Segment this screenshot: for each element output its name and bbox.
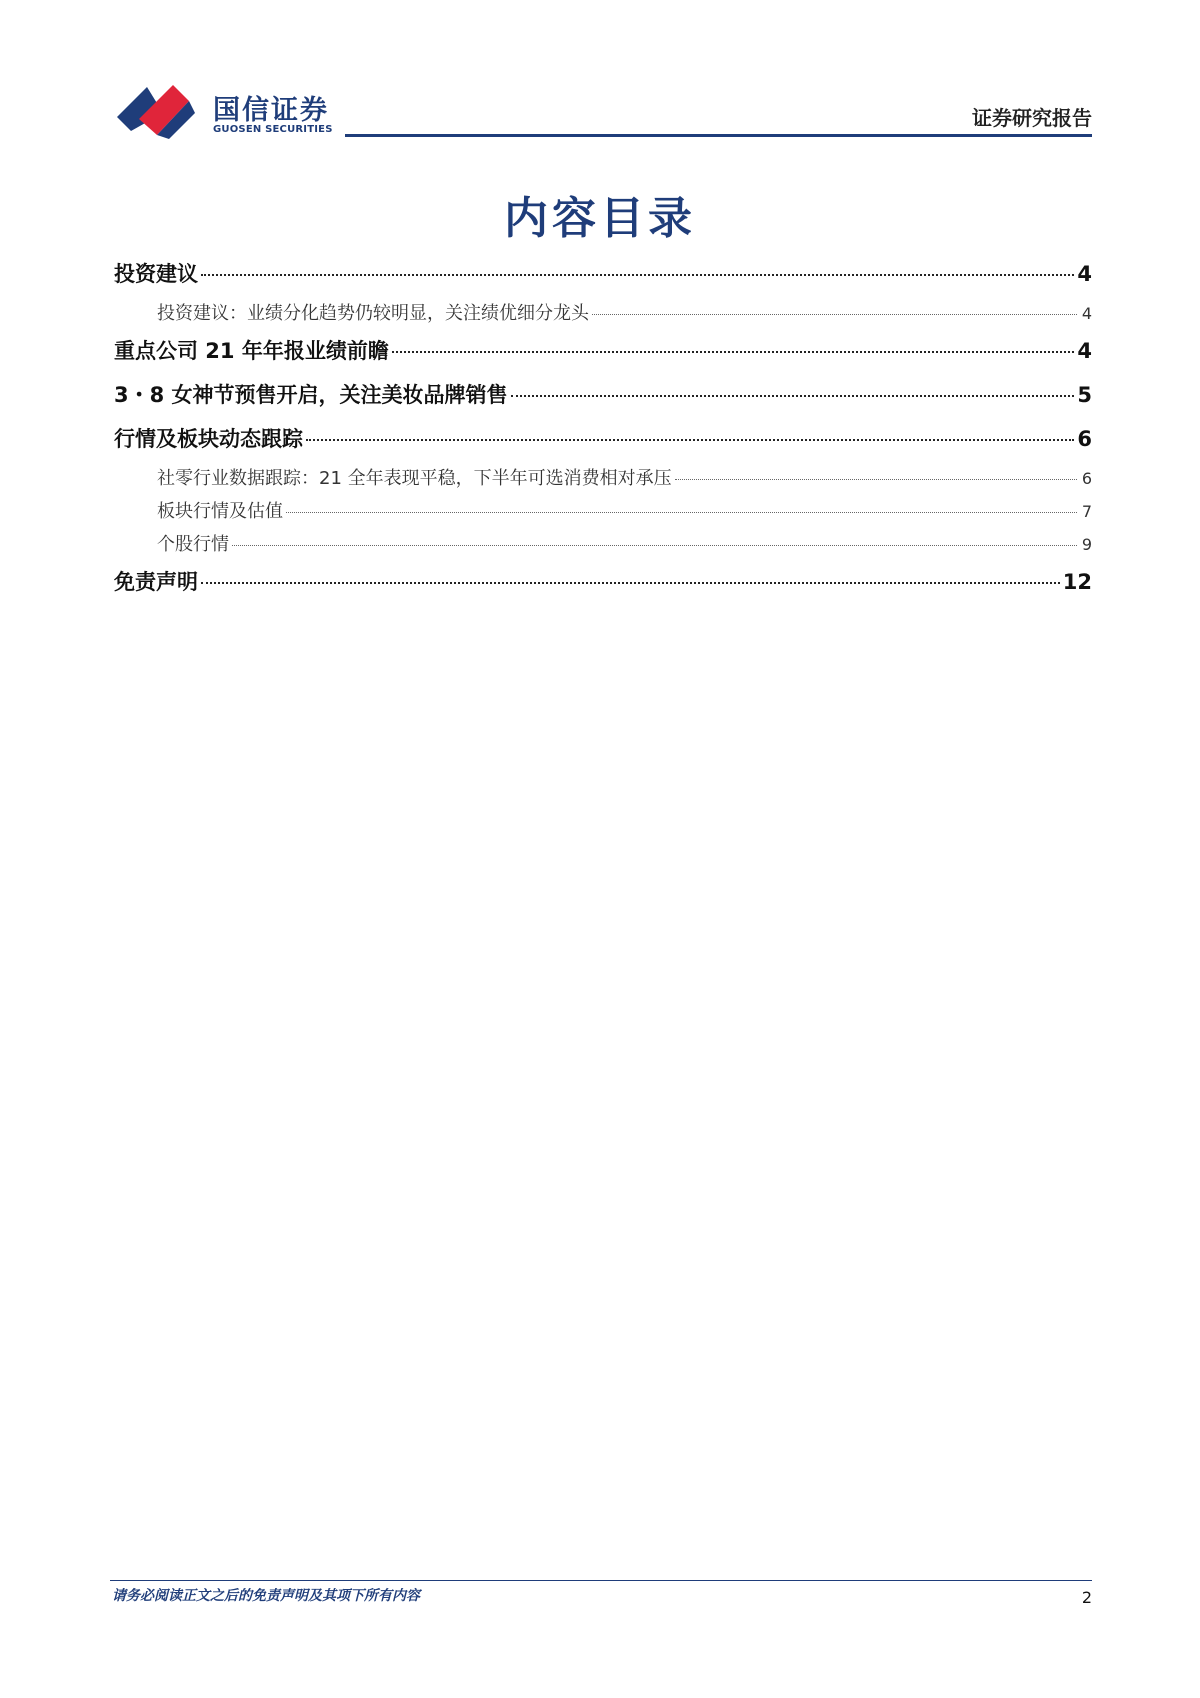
toc-leader-dots (511, 395, 1075, 397)
toc-subentry[interactable] (114, 299, 1092, 332)
toc-subentry[interactable] (114, 464, 1092, 497)
toc-entry-page: 6 (1081, 469, 1092, 488)
toc-subentry[interactable] (114, 497, 1092, 530)
toc-leader-dots (232, 545, 1077, 546)
toc-entry[interactable] (114, 563, 1092, 607)
toc-entry[interactable] (114, 332, 1092, 376)
toc-entry-page: 4 (1081, 304, 1092, 323)
toc-entry-text: 个股行情 (157, 534, 229, 555)
toc-entry-text: 3・8 女神节预售开启，关注美妆品牌销售 (114, 383, 508, 407)
toc-entry[interactable] (114, 376, 1092, 420)
page-number: 2 (1081, 1588, 1092, 1607)
brand-name: 国信证券 (213, 95, 329, 126)
toc-entry-text: 免责声明 (114, 570, 198, 594)
toc-leader-dots (675, 479, 1077, 480)
toc-entry[interactable] (114, 420, 1092, 464)
toc-entry-page: 5 (1077, 383, 1092, 407)
report-type-label: 证券研究报告 (972, 106, 1092, 130)
toc-title: 内容目录 (504, 193, 696, 244)
toc-entry-text: 板块行情及估值 (157, 501, 283, 522)
toc-leader-dots (306, 439, 1074, 441)
brand-name-english: GUOSEN SECURITIES (213, 124, 333, 135)
guosen-logo-icon (117, 83, 207, 141)
footer-divider (110, 1580, 1092, 1581)
toc-entry-text: 社零行业数据跟踪：21 全年表现平稳，下半年可选消费相对承压 (157, 468, 672, 489)
toc-entry-page: 12 (1062, 570, 1092, 594)
toc-entry-page: 4 (1077, 262, 1092, 286)
page-header (0, 0, 1200, 145)
toc-entry-text: 投资建议 (114, 262, 198, 286)
toc-leader-dots (201, 274, 1074, 276)
toc-leader-dots (592, 314, 1077, 315)
toc-entry-text: 投资建议：业绩分化趋势仍较明显，关注绩优细分龙头 (157, 303, 589, 324)
toc-entry-text: 重点公司 21 年年报业绩前瞻 (114, 339, 389, 363)
toc-entry-page: 7 (1081, 502, 1092, 521)
toc-leader-dots (201, 582, 1060, 584)
toc-subentry[interactable] (114, 530, 1092, 563)
toc-entry[interactable] (114, 255, 1092, 299)
table-of-contents (114, 255, 1092, 607)
footer-disclaimer: 请务必阅读正文之后的免责声明及其项下所有内容 (112, 1588, 420, 1604)
toc-entry-page: 6 (1077, 427, 1092, 451)
toc-leader-dots (392, 351, 1075, 353)
toc-entry-text: 行情及板块动态跟踪 (114, 427, 303, 451)
toc-leader-dots (286, 512, 1077, 513)
toc-entry-page: 4 (1077, 339, 1092, 363)
header-divider (345, 134, 1092, 137)
toc-entry-page: 9 (1081, 535, 1092, 554)
